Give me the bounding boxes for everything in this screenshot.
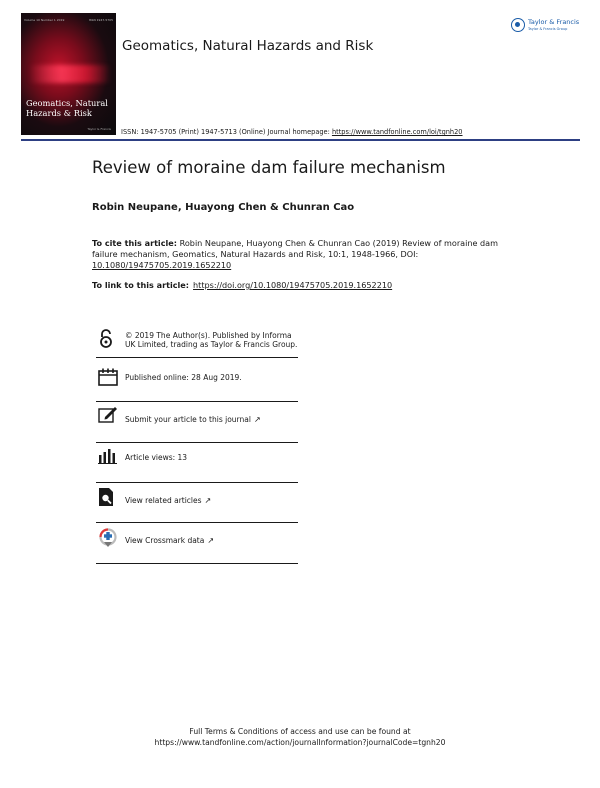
citation-label: To cite this article: [92, 238, 178, 248]
related-articles-item[interactable] [96, 485, 298, 523]
crossmark-label: View Crossmark data [125, 536, 205, 545]
article-title: Review of moraine dam failure mechanism [92, 158, 446, 177]
bar-chart-icon [98, 448, 118, 464]
citation-block [92, 238, 512, 272]
cover-top-strip [24, 18, 113, 26]
external-link-icon: ↗ [207, 536, 215, 545]
crossmark-icon [98, 528, 118, 548]
footer [0, 726, 600, 748]
cover-volume-text: Volume 10 Number 1 2019 [24, 18, 65, 22]
article-authors: Robin Neupane, Huayong Chen & Chunran Cao [92, 202, 355, 213]
citation-doi-link[interactable]: 10.1080/19475705.2019.1652210 [92, 260, 232, 271]
article-views-item [96, 445, 298, 483]
published-online-item [96, 367, 298, 402]
publisher-logo-name: Taylor & Francis [528, 18, 580, 26]
calendar-icon [98, 368, 118, 386]
published-online-text: Published online: 28 Aug 2019. [125, 373, 242, 382]
open-access-text: © 2019 The Author(s). Published by Informa UK Limited, trading as Taylor & Francis Group. [125, 331, 298, 350]
cover-publisher-mark: Taylor & Francis [87, 127, 111, 131]
submit-article-item[interactable] [96, 405, 298, 443]
crossmark-item[interactable] [96, 525, 298, 564]
journal-title: Geomatics, Natural Hazards and Risk [122, 38, 374, 54]
article-views-text: Article views: 13 [125, 453, 188, 462]
issn-text: ISSN: 1947-5705 (Print) 1947-5713 (Online) Journal homepage: [121, 128, 332, 136]
search-document-icon [98, 487, 116, 507]
article-doi-link[interactable]: https://doi.org/10.1080/19475705.2019.1652210 [193, 280, 393, 290]
footer-terms-link[interactable]: https://www.tandfonline.com/action/journalInformation?journalCode=tgnh20 [154, 738, 446, 747]
cover-issn-text: ISSN 1947-5705 [88, 18, 113, 22]
external-link-icon: ↗ [204, 496, 212, 505]
edit-icon [98, 406, 118, 424]
article-link-line [92, 280, 392, 290]
related-articles-label: View related articles [125, 496, 202, 505]
publisher-logo[interactable] [511, 16, 583, 36]
related-articles-text [125, 496, 300, 505]
cover-title: Geomatics, Natural Hazards & Risk [26, 98, 108, 118]
cover-artwork [29, 65, 111, 83]
citation-text: Robin Neupane, Huayong Chen & Chunran Cao (2019) Review of moraine dam failure mechanism, Geomatics, Natural Hazards and Risk, 10:1, 1948-1966, DOI: [92, 238, 499, 260]
open-access-item [96, 328, 298, 358]
issn-line [121, 128, 463, 136]
article-link-label: To link to this article: [92, 280, 190, 290]
open-access-icon [98, 329, 114, 349]
submit-article-text [125, 415, 300, 424]
crossmark-text [125, 536, 300, 545]
header-divider [21, 139, 580, 141]
publisher-logo-icon [511, 18, 525, 32]
journal-cover-image [21, 13, 116, 135]
journal-homepage-link[interactable]: https://www.tandfonline.com/loi/tgnh20 [331, 128, 463, 136]
submit-article-label: Submit your article to this journal [125, 415, 251, 424]
footer-terms-text: Full Terms & Conditions of access and use can be found at [189, 727, 411, 736]
external-link-icon: ↗ [253, 415, 261, 424]
publisher-logo-subtitle: Taylor & Francis Group [528, 27, 568, 31]
